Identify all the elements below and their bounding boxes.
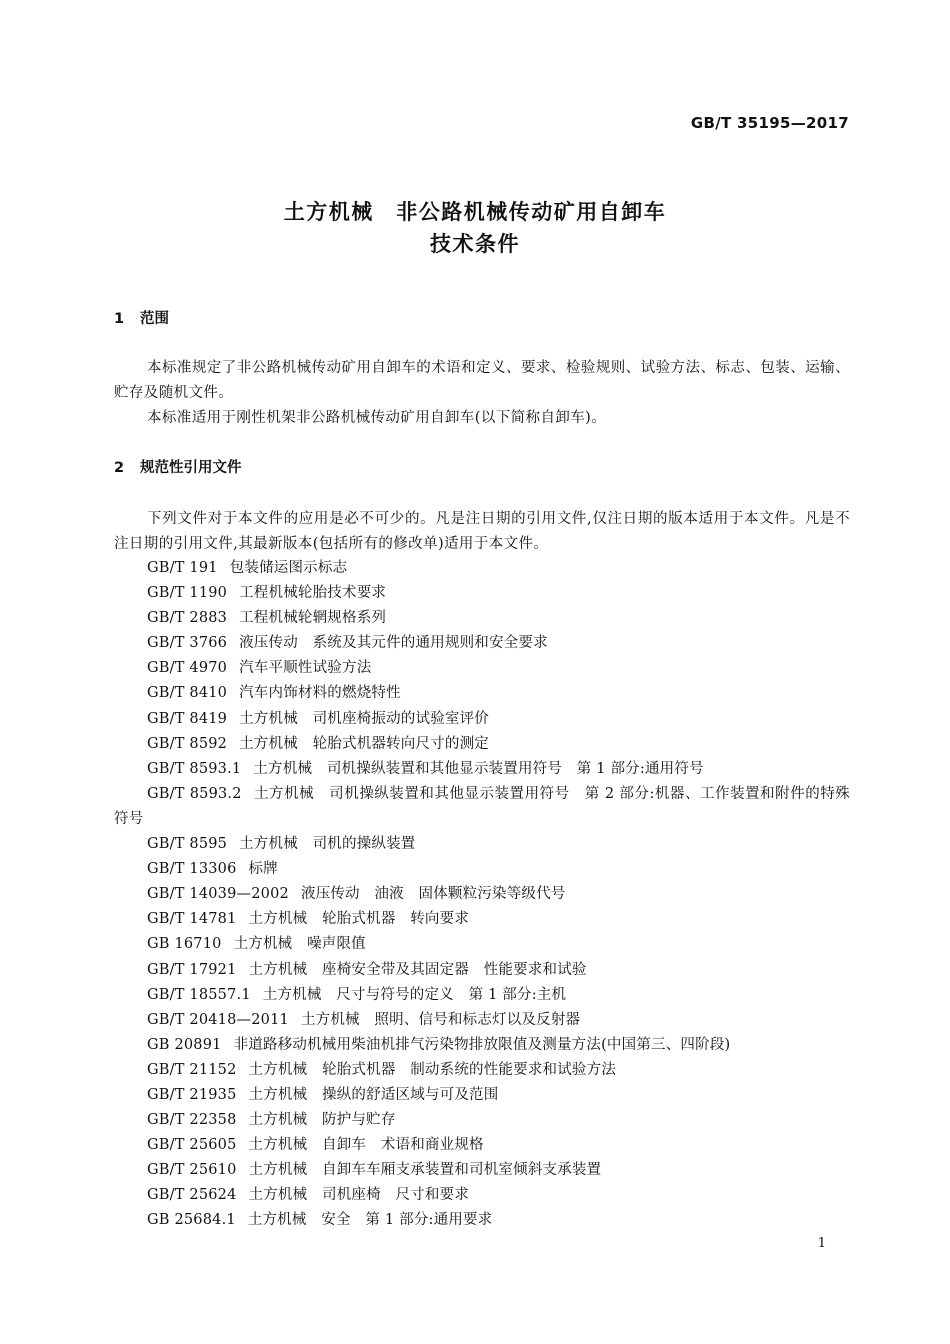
document-title bbox=[0, 196, 950, 260]
reference-code: GB/T 8593.1 bbox=[147, 760, 242, 777]
reference-title: 土方机械 司机座椅振动的试验室评价 bbox=[239, 710, 490, 727]
reference-item bbox=[114, 932, 850, 957]
reference-code: GB/T 21935 bbox=[147, 1086, 237, 1103]
reference-title: 土方机械 噪声限值 bbox=[233, 936, 366, 953]
reference-code: GB/T 18557.1 bbox=[147, 986, 251, 1003]
reference-item bbox=[114, 757, 850, 782]
reference-title: 土方机械 安全 第 1 部分:通用要求 bbox=[247, 1212, 493, 1229]
reference-item bbox=[114, 857, 850, 882]
reference-item bbox=[114, 1158, 850, 1183]
reference-item bbox=[114, 631, 850, 656]
reference-code: GB/T 191 bbox=[147, 560, 218, 576]
page-number: 1 bbox=[817, 1236, 826, 1251]
reference-item bbox=[114, 1133, 850, 1158]
reference-title: 标牌 bbox=[248, 861, 278, 878]
reference-code: GB/T 25610 bbox=[147, 1162, 237, 1179]
reference-item bbox=[114, 1008, 850, 1033]
reference-code: GB/T 14781 bbox=[147, 911, 237, 928]
reference-title: 土方机械 防护与贮存 bbox=[248, 1112, 396, 1129]
section-number: 1 bbox=[114, 311, 125, 327]
reference-title: 土方机械 司机座椅 尺寸和要求 bbox=[248, 1187, 470, 1204]
reference-title: 土方机械 轮胎式机器 转向要求 bbox=[248, 911, 470, 928]
standard-code: GB/T 35195—2017 bbox=[690, 114, 849, 132]
reference-item bbox=[114, 958, 850, 983]
reference-item bbox=[114, 707, 850, 732]
reference-item bbox=[114, 681, 850, 706]
reference-code: GB/T 8595 bbox=[147, 836, 228, 853]
reference-title: 非道路移动机械用柴油机排气污染物排放限值及测量方法(中国第三、四阶段) bbox=[233, 1036, 731, 1053]
reference-item bbox=[114, 1058, 850, 1083]
reference-title: 液压传动 系统及其元件的通用规则和安全要求 bbox=[239, 635, 548, 652]
reference-code: GB/T 20418—2011 bbox=[147, 1011, 289, 1028]
reference-item bbox=[114, 882, 850, 907]
reference-code: GB/T 1190 bbox=[147, 585, 228, 602]
reference-item bbox=[114, 556, 850, 581]
reference-code: GB 25684.1 bbox=[147, 1212, 236, 1229]
section-title: 规范性引用文件 bbox=[140, 460, 242, 476]
reference-code: GB/T 4970 bbox=[147, 660, 228, 677]
reference-title: 土方机械 自卸车车厢支承装置和司机室倾斜支承装置 bbox=[248, 1162, 602, 1179]
reference-title: 土方机械 尺寸与符号的定义 第 1 部分:主机 bbox=[262, 986, 567, 1003]
section-title: 范围 bbox=[140, 311, 169, 327]
reference-item bbox=[114, 581, 850, 606]
scope-paragraph-2: 本标准适用于刚性机架非公路机械传动矿用自卸车(以下简称自卸车)。 bbox=[147, 410, 607, 426]
reference-title: 工程机械轮辋规格系列 bbox=[239, 610, 387, 627]
reference-item bbox=[114, 1033, 850, 1058]
reference-item bbox=[114, 907, 850, 932]
reference-code: GB/T 8592 bbox=[147, 735, 228, 752]
reference-title: 包装储运图示标志 bbox=[229, 560, 348, 576]
reference-code: GB/T 3766 bbox=[147, 635, 228, 652]
reference-title: 土方机械 操纵的舒适区域与可及范围 bbox=[248, 1086, 499, 1103]
reference-code: GB/T 13306 bbox=[147, 861, 237, 878]
reference-title: 土方机械 司机操纵装置和其他显示装置用符号 第 1 部分:通用符号 bbox=[253, 760, 704, 777]
reference-item bbox=[114, 732, 850, 757]
reference-code: GB/T 22358 bbox=[147, 1112, 237, 1129]
reference-title: 土方机械 照明、信号和标志灯以及反射器 bbox=[300, 1011, 581, 1028]
reference-item bbox=[114, 606, 850, 631]
reference-title: 汽车内饰材料的燃烧特性 bbox=[239, 685, 401, 702]
reference-title: 土方机械 轮胎式机器转向尺寸的测定 bbox=[239, 735, 490, 752]
scope-paragraph-1: 本标准规定了非公路机械传动矿用自卸车的术语和定义、要求、检验规则、试验方法、标志、包装、运输、贮存及随机文件。 bbox=[114, 360, 850, 401]
title-line-1: 土方机械 非公路机械传动矿用自卸车 bbox=[283, 200, 667, 224]
reference-code: GB/T 8419 bbox=[147, 710, 228, 727]
reference-title: 土方机械 轮胎式机器 制动系统的性能要求和试验方法 bbox=[248, 1061, 617, 1078]
reference-code: GB/T 14039—2002 bbox=[147, 886, 289, 903]
reference-title: 汽车平顺性试验方法 bbox=[239, 660, 372, 677]
reference-item bbox=[114, 1083, 850, 1108]
reference-title: 土方机械 自卸车 术语和商业规格 bbox=[248, 1137, 484, 1154]
reference-code: GB/T 21152 bbox=[147, 1061, 237, 1078]
reference-item bbox=[114, 1208, 850, 1233]
reference-title: 土方机械 司机操纵装置和其他显示装置用符号 第 2 部分:机器、工作装置和附件的特殊符号 bbox=[114, 785, 850, 827]
reference-item bbox=[114, 656, 850, 681]
section-1-heading bbox=[114, 309, 169, 329]
reference-code: GB/T 2883 bbox=[147, 610, 228, 627]
reference-item bbox=[114, 832, 850, 857]
reference-item bbox=[114, 983, 850, 1008]
reference-code: GB/T 8593.2 bbox=[147, 785, 242, 802]
reference-item bbox=[114, 1183, 850, 1208]
reference-title: 土方机械 司机的操纵装置 bbox=[239, 836, 416, 853]
section-2-heading bbox=[114, 458, 242, 478]
title-line-2: 技术条件 bbox=[430, 232, 520, 256]
reference-title: 工程机械轮胎技术要求 bbox=[239, 585, 387, 602]
reference-title: 土方机械 座椅安全带及其固定器 性能要求和试验 bbox=[248, 961, 587, 978]
normative-references-list bbox=[114, 556, 850, 1234]
reference-code: GB/T 25624 bbox=[147, 1187, 237, 1204]
reference-code: GB/T 8410 bbox=[147, 685, 228, 702]
reference-code: GB/T 25605 bbox=[147, 1137, 237, 1154]
reference-code: GB 20891 bbox=[147, 1036, 222, 1053]
reference-code: GB/T 17921 bbox=[147, 961, 237, 978]
reference-title: 液压传动 油液 固体颗粒污染等级代号 bbox=[300, 886, 566, 903]
reference-item bbox=[114, 1108, 850, 1133]
references-intro-paragraph: 下列文件对于本文件的应用是必不可少的。凡是注日期的引用文件,仅注日期的版本适用于本文件。凡是不注日期的引用文件,其最新版本(包括所有的修改单)适用于本文件。 bbox=[114, 511, 850, 552]
section-number: 2 bbox=[114, 460, 125, 476]
reference-item bbox=[114, 782, 850, 832]
reference-code: GB 16710 bbox=[147, 936, 222, 953]
